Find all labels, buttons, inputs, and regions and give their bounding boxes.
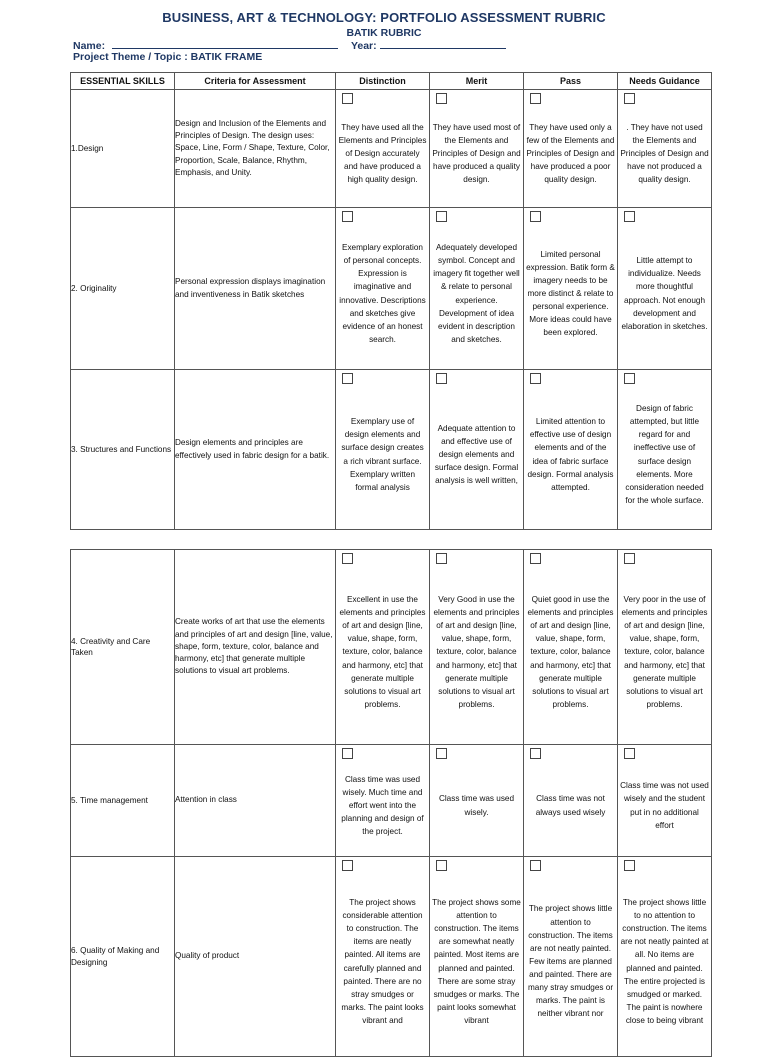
column-header: ESSENTIAL SKILLS — [71, 73, 175, 90]
checkbox[interactable] — [624, 373, 635, 384]
checkbox[interactable] — [436, 211, 447, 222]
level-text: Limited personal expression. Batik form & imagery needs to be more distinct & relate to personal experience. More ideas could have been explored. — [526, 249, 615, 338]
level-cell — [430, 208, 524, 370]
skill-cell: 5. Time management — [71, 745, 175, 857]
checkbox[interactable] — [624, 860, 635, 871]
year-label: Year: — [350, 40, 377, 52]
level-cell — [336, 745, 430, 857]
theme-line — [73, 51, 262, 63]
criteria-cell: Design elements and principles are effectively used in fabric design for a batik. — [175, 370, 336, 530]
table-row — [71, 550, 712, 745]
level-cell — [336, 550, 430, 745]
checkbox[interactable] — [530, 373, 541, 384]
level-cell — [430, 550, 524, 745]
checkbox[interactable] — [436, 553, 447, 564]
level-cell — [430, 857, 524, 1057]
table-header-row — [71, 73, 712, 90]
table-row — [71, 370, 712, 530]
level-text: Very poor in the use of elements and principles of art and design [line, value, shape, form, texture, color, balance and harmony, etc] that generate multiple solutions to visual art problems. — [621, 594, 708, 709]
level-cell — [336, 370, 430, 530]
rubric-table-bottom — [70, 549, 712, 1057]
level-text: They have used only a few of the Elements and Principles of Design and have produced a poor quality design. — [526, 122, 615, 185]
level-cell — [524, 90, 618, 208]
checkbox[interactable] — [624, 553, 635, 564]
level-text: The project shows some attention to construction. The items are somewhat neatly painted. Most items are planned and painted. There are some stray smudges or marks. The paint looks somewhat vibrant — [432, 897, 521, 1025]
table-row — [71, 857, 712, 1057]
checkbox[interactable] — [624, 93, 635, 104]
column-header: Criteria for Assessment — [175, 73, 336, 90]
checkbox[interactable] — [530, 553, 541, 564]
theme-label: Project Theme / Topic : — [73, 51, 188, 63]
level-cell — [618, 90, 712, 208]
level-text: The project shows little attention to construction. The items are not neatly painted. Few items are planned and painted. There are many stray smudges or marks. The paint is neither vibrant nor — [527, 904, 614, 1019]
level-cell — [430, 745, 524, 857]
column-header: Distinction — [336, 73, 430, 90]
level-text: Class time was not used wisely and the student put in no additional effort — [620, 781, 709, 830]
level-text: Very Good in use the elements and principles of art and design [line, value, shape, form, texture, color, balance and harmony, etc] that generate multiple solutions to visual art problems. — [433, 594, 520, 709]
column-header: Merit — [430, 73, 524, 90]
name-label: Name: — [73, 40, 106, 52]
level-cell — [524, 745, 618, 857]
level-cell — [430, 370, 524, 530]
level-text: Exemplary exploration of personal concepts. Expression is imaginative and innovative. Descriptions and sketches give evidence of an honest search. — [339, 243, 426, 344]
level-text: They have used all the Elements and Principles of Design accurately and have produced a high quality design. — [338, 122, 427, 185]
checkbox[interactable] — [342, 211, 353, 222]
level-cell — [524, 857, 618, 1057]
checkbox[interactable] — [342, 373, 353, 384]
checkbox[interactable] — [342, 860, 353, 871]
checkbox[interactable] — [436, 860, 447, 871]
level-cell — [336, 208, 430, 370]
level-text: Class time was used wisely. Much time and effort went into the planning and design of the project. — [341, 774, 424, 837]
level-text: Adequately developed symbol. Concept and imagery fit together well & relate to personal experience. Development of idea evident in description and sketches. — [433, 243, 520, 344]
level-text: The project shows little to no attention to construction. The items are not neatly painted at all. No items are planned and painted. The entire projected is smudged or marked. The paint is nowhere close to being vibrant — [620, 897, 709, 1025]
table-row — [71, 208, 712, 370]
checkbox[interactable] — [436, 373, 447, 384]
level-text: Quiet good in use the elements and principles of art and design [line, value, shape, form, texture, color, balance and harmony, etc] that generate multiple solutions to visual art problems. — [527, 594, 614, 709]
checkbox[interactable] — [342, 93, 353, 104]
level-cell — [618, 370, 712, 530]
criteria-cell: Design and Inclusion of the Elements and Principles of Design. The design uses: Space, Line, Form / Shape, Texture, Color, Proportion, Scale, Balance, Rhythm, Emphasis, and Unity. — [175, 90, 336, 208]
table-row — [71, 745, 712, 857]
checkbox[interactable] — [436, 93, 447, 104]
level-text: Class time was used wisely. — [438, 794, 515, 817]
name-field[interactable] — [112, 38, 338, 49]
level-cell — [618, 550, 712, 745]
level-cell — [336, 857, 430, 1057]
column-header: Needs Guidance — [618, 73, 712, 90]
page-subtitle: BATIK RUBRIC — [346, 27, 422, 39]
criteria-cell: Personal expression displays imagination and inventiveness in Batik sketches — [175, 208, 336, 370]
level-cell — [524, 550, 618, 745]
checkbox[interactable] — [530, 748, 541, 759]
level-cell — [618, 208, 712, 370]
level-text: They have used most of the Elements and Principles of Design and have produced a quality design. — [432, 122, 521, 185]
level-cell — [618, 745, 712, 857]
level-text: Class time was not always used wisely — [535, 794, 606, 817]
skill-cell: 3. Structures and Functions — [71, 370, 175, 530]
theme-value: BATIK FRAME — [190, 51, 263, 63]
column-header: Pass — [524, 73, 618, 90]
level-cell — [524, 208, 618, 370]
level-cell — [430, 90, 524, 208]
checkbox[interactable] — [624, 748, 635, 759]
level-text: Limited attention to effective use of design elements and of the idea of fabric surface design. Formal analysis attempted. — [527, 417, 614, 492]
level-cell — [618, 857, 712, 1057]
checkbox[interactable] — [436, 748, 447, 759]
level-cell — [524, 370, 618, 530]
checkbox[interactable] — [530, 860, 541, 871]
level-text: Excellent in use the elements and principles of art and design [line, value, shape, form, texture, color, balance and harmony, etc] that generate multiple solutions to visual art problems. — [339, 594, 426, 709]
level-cell — [336, 90, 430, 208]
skill-cell: 1.Design — [71, 90, 175, 208]
checkbox[interactable] — [342, 553, 353, 564]
skill-cell: 2. Originality — [71, 208, 175, 370]
level-text: Little attempt to individualize. Needs more thoughtful approach. Not enough development and elaboration in sketches. — [621, 256, 708, 331]
level-text: Design of fabric attempted, but little regard for and ineffective use of surface design elements. More consideration needed for the whole surface. — [625, 404, 704, 505]
name-year-line — [73, 38, 506, 52]
criteria-cell: Attention in class — [175, 745, 336, 857]
checkbox[interactable] — [342, 748, 353, 759]
level-text: . They have not used the Elements and Principles of Design and have not produced a quality design. — [620, 122, 709, 185]
level-text: Adequate attention to and effective use of design elements and surface design. Formal analysis is well written, — [434, 423, 519, 486]
skill-cell: 6. Quality of Making and Designing — [71, 857, 175, 1057]
page-title: BUSINESS, ART & TECHNOLOGY: PORTFOLIO ASSESSMENT RUBRIC — [162, 10, 606, 25]
level-text: Exemplary use of design elements and surface design creates a rich vibrant surface. Exemplary written formal analysis — [341, 417, 424, 492]
table-row — [71, 90, 712, 208]
skill-cell: 4. Creativity and Care Taken — [71, 550, 175, 745]
checkbox[interactable] — [530, 93, 541, 104]
level-text: The project shows considerable attention to construction. The items are neatly painted. All items are carefully planned and painted. There are no stray smudges or marks. The paint looks vibrant and — [341, 897, 424, 1025]
rubric-table-top — [70, 72, 712, 530]
criteria-cell: Create works of art that use the elements and principles of art and design [line, value, shape, form, texture, color, balance and harmony, etc] that generate multiple solutions to visual art problems. — [175, 550, 336, 745]
checkbox[interactable] — [624, 211, 635, 222]
checkbox[interactable] — [530, 211, 541, 222]
year-field[interactable] — [380, 38, 506, 49]
criteria-cell: Quality of product — [175, 857, 336, 1057]
